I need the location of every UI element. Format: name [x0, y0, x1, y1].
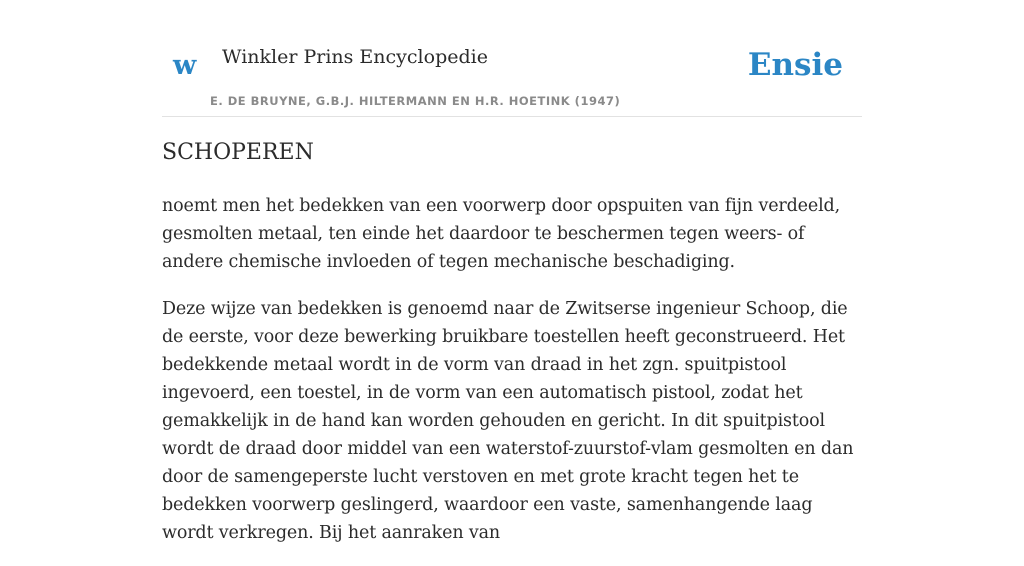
header — [162, 0, 862, 117]
entry-title: SCHOPEREN — [162, 140, 314, 165]
site-title[interactable]: Winkler Prins Encyclopedie — [222, 46, 488, 68]
paragraph-1: noemt men het bedekken van een voorwerp door opspuiten van fijn verdeeld, gesmolten metaal, ten einde het daardoor te beschermen tegen weers- of andere chemische invloeden of tegen mechanische beschadiging. — [162, 196, 841, 272]
article-body — [162, 192, 862, 566]
paragraph-2: Deze wijze van bedekken is genoemd naar de Zwitserse ingenieur Schoop, die de eerste, voor deze bewerking bruikbare toestellen heeft geconstrueerd. Het bedekkende metaal wordt in de vorm van draad in het zgn. spuitpistool ingevoerd, een toestel, in de vorm van een automatisch pistool, zodat het gemakkelijk in de hand kan worden gehouden en gericht. In dit spuitpistool wordt de draad door middel van een waterstof-zuurstof-vlam gesmolten en dan door de samengeperste lucht verstoven en met grote kracht tegen het te bedekken voorwerp geslingerd, waardoor een vaste, samenhangende laag wordt verkregen. Bij het aanraken van — [162, 299, 854, 543]
page — [162, 0, 862, 543]
authors-credit: E. DE BRUYNE, G.B.J. HILTERMANN EN H.R. HOETINK (1947) — [210, 94, 621, 108]
winkler-prins-logo-icon[interactable]: w — [173, 50, 197, 81]
ensie-logo-link[interactable]: Ensie — [747, 47, 843, 83]
